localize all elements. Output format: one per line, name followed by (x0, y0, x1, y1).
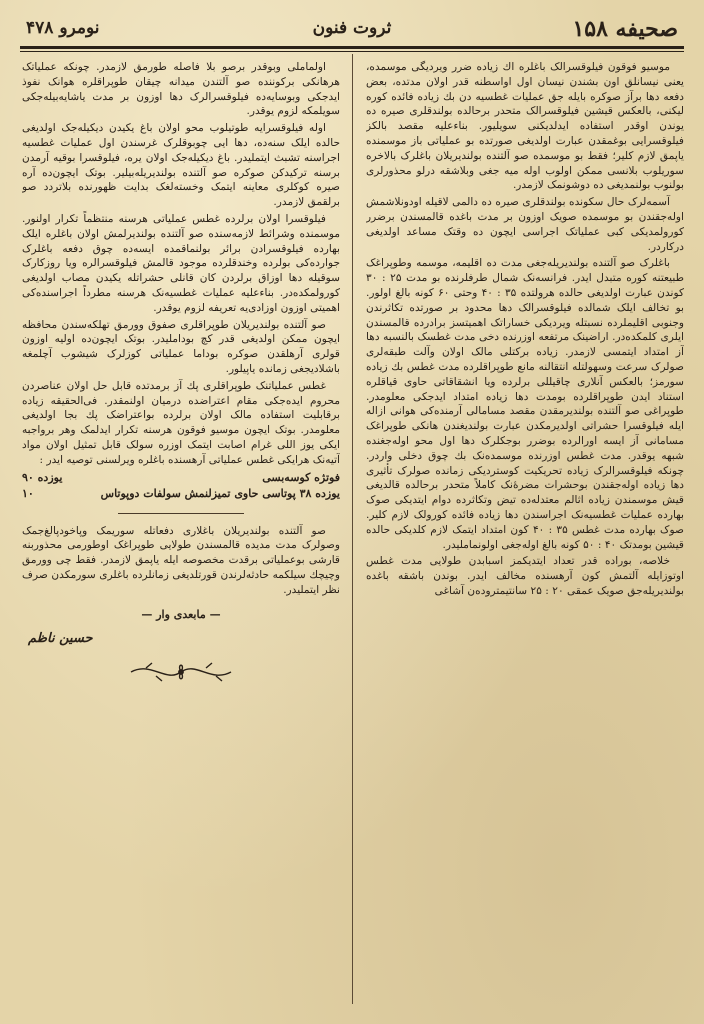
continued-label: — مابعدی وار — (141, 607, 221, 621)
left-column (22, 60, 340, 1000)
header-rule (20, 46, 684, 49)
page-header (20, 14, 684, 50)
paragraph: فیلوقسرا اولان برلرده غطس عملیاتی هرسنه منتظماً تکرار اولنور. موسمنده وشرائط لازمه‌سنده صو آلتنده بولندیرلمش اولان باغلره ایلک بهارده فیلوقسرادن برائر بولنماقمده ایسه‌ده چوق دفعه باغلرک جوارده‌کی بولرده وخندقلرده موجود قالمش فیلوقسرالره ویا روزکارک سوقیله دها اوزاق برلردن کان قانلی حشراتله یکیدن مصاب اولدیغی کورولمکده‌در. بناءعلیه عملیات غطسیه‌نک هرسنه مطرداً اجراسنده‌کی اهمیتی اوزون اوزادی‌یه تعریفه لزوم یوقدر. (22, 212, 340, 314)
paragraph: اوله فیلوقسرایه طوتیلوب محو اولان باغ یکیدن دیکیله‌جک اولدیغی حالده ایلک سنه‌ده، دها ایی چوبوقلرک غرسندن اول عملیات غطسیه اجراسنه تشبث ایتملیدر. باغ دیکیله‌جک اولان یره، فیلوقسرا بوقیه آرمدن برسنه ترکیدکن صوکره صو آلتنده بولندیریله‌بیلیر. بوتک ایچون‌ده آره صیره کوکلری معاینه ایتمک وخسته‌لغک بدایت ظهورنده بلاتردد صو برلقمق لازمدر. (22, 122, 340, 209)
journal-title: ثروت فنون (312, 18, 392, 38)
paragraph: خلاصه، بوراده قدر تعداد ایتدیکمز اسبابدن طولایی مدت غطس اوتوزایله آلتمش کون آرهسنده مخالف ایدر. بوندن باشقه باغده بولندیریله‌جق صویک عمقی ۲۰ : ۲۵ سانتیمتروده‌ن آشاغی (366, 555, 684, 597)
paragraph: صو آلتنده بولندیریلان باغلاری دفعاتله سوریمک وپاخودپالغ‌جمک وصولرک مدت مدیده قالمسندن طولایی طوپراغک اوطورمی محذوربنه قارشی بوعملیاتی برقدت مخصوصه ایله یاپمق لازمدر. فقط چی وورمق وچیچك سیلکمه حادثه‌لرندن قورتلدیغی زمانلرده باغلری سورمکدن صرف نظر ایتملیدر. (22, 524, 340, 596)
floral-ornament-icon (121, 659, 241, 685)
fertilizer-amount: یوزده ۹۰ (22, 470, 63, 484)
fertilizer-amount: ۱۰ (22, 486, 34, 500)
paragraph: صو آلتنده بولندیریلان طوپراقلری صفوق وورمق تهلکه‌سندن محافظه ایچون ممکن اولدیغی قدر کچ بوداملیدر. بوتک ایچون‌ده اولیه اوزون قولری آرهلقدن صوکره بوداما عملیاتی کوزلرک شیشوب آچلمغه باشلادیجغی زمانده یاپیلور. (22, 318, 340, 375)
paragraph: اولماملی وبوقدر برصو بلا فاصله طورمق لازمدر. چونکه عملیاتک هرهانکی برکوننده صو آلتندن میدانه چیقان طوپراقلره هوانک نفوذ ایدجکی وبوسایه‌ده فیلوقسرالرک دها اوزون بر مدت یاشایه‌بیله‌جکی سویلمکه لزوم یوقدر. (22, 61, 340, 118)
fertilizer-line (22, 470, 340, 486)
fertilizer-line (22, 486, 340, 502)
paragraph: باغلرک صو آلتنده بولندیریله‌جغی مدت ده اقلیمه، موسمه وطوپراغک طبیعتنه کوره متبدل ایدر. فرانسه‌نک شمال طرفلرنده بو مدت ۲۵ : ۳۰ کوندن عبارت اولدیغی حالده هرولتده ۳۵ : ۴۰ وحتی ۶۰ کونه بالغ اولور. بو تخالف ایلک شمالده فیلوقسرالک دها محدود بر صورتده تکاثرندن وجنوبی اقلیملرده نسبتله ویردیکی خساراتک اهمیتسز برادرده قالمسندن ایلری کلمکده‌در. اراضینک مرتفعه اوزرنده دخی مدت غطسک بالنسبه دها آز امتداد ایتمسی لازمدر. زیاده برکتلی مالک اولان وآلت طبقه‌لری صولرک سرعت وسهولتله انتقالنه مانع طوپراقلرده مدت غطس بك زیاده سورمز؛ بالعکس آنلاری چاقیللی برلرده ویا انشقاقاتی حاوی قیاقلره استناد ایدن طوپراقلرده بومدت دها زیاده امتداد ایدجکی معلومدر. طوپراغی صو آلتنده بولندیرمقدن مقصد مسامالی آرمنده‌کی هوانی ازاله ایله فیلوقسرا حشراتی اولدیرمکدن عبارت بولندیغندن هانکی طوپراغک مسامانی آز ایسه اورالرده بوضرر بوجکلرک دها اول محو اوله‌جغنده شبهه یوقدر. مدت غطس اوزرنده موسمده‌نک بك چوق دخلی واردر. چونکه فیلوقسرالرک زیاده تحریکیت کوستردیکی زمانده صولرک تأثیری دها زیاده اوله‌جقندن بوحشرات مضرهٔ‌نک کاملاً متحدر برحالده قالدیغی قیش موسمندن زیاده اثالم معتدله‌ده تیض وتکاثرده دوام ایتدیکی صوک بهارده عملیات غطسیه‌نک اجراسندن دها زیاده فائده کورولک لازم کلیر. صوک بهارده مدت غطس ۳۵ : ۴۰ کون امتداد ایتمک لازم کلدیکی حالده قیشین بومدتک ۴۰ : ۵۰ کونه بالغ اوله‌جغی اولونماملیدر. (366, 257, 684, 551)
fertilizer-name: یوزده ۳۸ پوتاسی حاوی تمیزلنمش سولفات دوپوتاس (100, 486, 340, 500)
header-rule-thin (20, 51, 684, 52)
paragraph: موسیو فوقون فیلوقسرالک باغلره اك زیاده ضرر ویردیگی موسمده، یعنی نیسانلق اون بشندن نیسان اول اواسطنه قدر اولان مدتده، بعض دفعه دها برآز صوکره بایله جق عملیات غطسیه دن بك زیاده فائده کوره لیکنی، بالعکس قیشین فیلوقسرالک متحدر برحالده بولندقلری صیره ده یوندن اوقدر استفاده ایدلدیکنی سویلیور. بناءعلیه مقصد بالکز فیلوقسرایی بوغمقدن عبارت اولدیغی صورتده بو عملیاتی باز موسمنده یاپمق لازم کلیر؛ فقط بو موسمده صو آلتنده بولندیریلان باغلرک بالاخره سوریلوب بلانسی ممکن اولوب اوله میه جغی وبلاشقه درلو محذورلری بولنوب بولنمدیغی ده دوشونمک لازمدر. (366, 61, 684, 192)
separator-line (22, 507, 340, 519)
author-signature: حسین ناظم (28, 631, 93, 647)
paragraph: آسمه‌لرک حال سکونده بولندقلری صیره ده دالمی لاقیله اودونلاشمش اوله‌جقندن بو موسمده صویک اوزون بر مدت باغده قالمسندن برضرر کورولمدیکی کبی عملیاتک اجراسی ایچون ده وقتک مساعد اولدیغی درکاردر. (366, 196, 684, 253)
page-number: صحیفه ۱۵۸ (572, 16, 678, 42)
fertilizer-name: فوتژه کوسه‌بسی (262, 470, 340, 484)
paragraph: غطس عملیاتنک طوپراقلری پك آز برمدتده قابل حل اولان عناصردن محروم ایده‌جکی مقام اعتراضده درمیان اولنمقدر. فی‌الحقیقه زیاده برقابلیت استفاده مالک اولان برلرده بواعتراضک پك بجا اولدیغی معلومدر. بوتک ایچون موسیو فوقون هرسنه تکرار ایدلمک وهر برواجبه ایکی یوز اللی غرام اصابت ایتمک اوزره سولک قابل تمثیل اولان مواد آتیه‌نک هرایکی غطس عملیاتی آرهسنده باغلره ویرلسنی توصیه ایدر : (22, 379, 340, 466)
issue-number: نومرو ۴۷۸ (26, 18, 100, 38)
column-divider (352, 54, 353, 1004)
right-column (366, 60, 684, 1000)
